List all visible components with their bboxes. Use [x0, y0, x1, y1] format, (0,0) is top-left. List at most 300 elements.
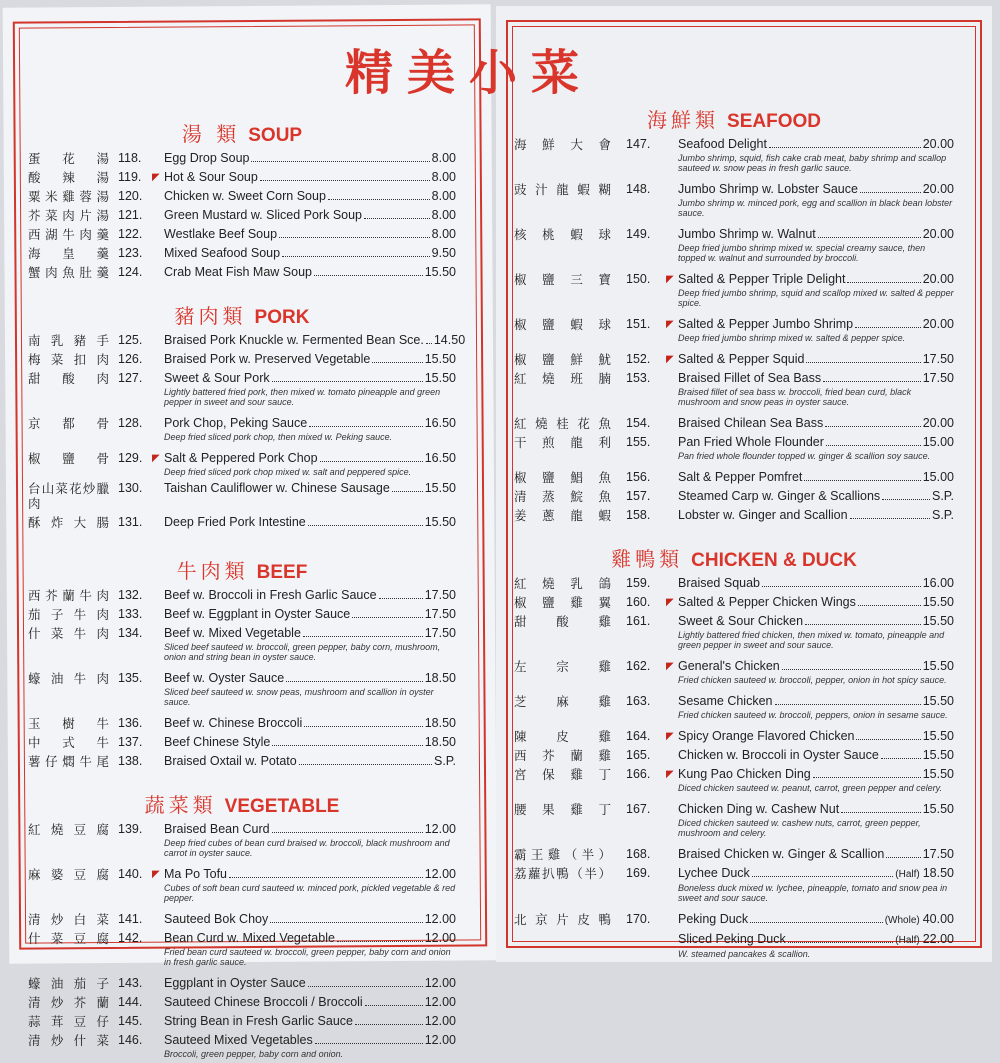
dish-line — [678, 912, 954, 928]
dish-number: 169. — [626, 866, 666, 881]
dish-chinese-name: 芝麻雞 — [514, 694, 626, 709]
dish-line — [678, 748, 954, 763]
dish-chinese-name: 芥菜肉片湯 — [28, 208, 118, 223]
dish-number: 126. — [118, 352, 152, 367]
menu-item — [514, 352, 954, 367]
dish-body — [164, 515, 456, 530]
section-soup — [28, 151, 456, 284]
dish-price: 15.50 — [923, 595, 954, 610]
dish-name: Braised Chicken w. Ginger & Scallion — [678, 847, 884, 862]
dish-body — [164, 333, 456, 348]
dish-price: 12.00 — [425, 912, 456, 927]
dot-leader — [286, 681, 423, 682]
dish-body — [164, 352, 456, 367]
dish-name: Sweet & Sour Pork — [164, 371, 270, 386]
dish-line — [164, 754, 456, 769]
menu-item — [28, 754, 456, 769]
dish-number: 137. — [118, 735, 152, 750]
dish-name: Jumbo Shrimp w. Walnut — [678, 227, 816, 242]
dish-chinese-name: 什菜豆腐 — [28, 931, 118, 946]
dish-description: Fried chicken sauteed w. broccoli, pepper, onion in hot spicy sauce. — [678, 675, 954, 685]
chili-pepper-icon: ◤ — [152, 451, 164, 466]
dot-leader — [304, 726, 422, 727]
dish-price: 12.00 — [425, 976, 456, 991]
dish-line — [164, 1033, 456, 1048]
dish-line — [164, 976, 456, 991]
dish-chinese-name: 椒鹽雞翼 — [514, 595, 626, 610]
dish-name: Braised Pork w. Preserved Vegetable — [164, 352, 370, 367]
dish-number: 150. — [626, 272, 666, 287]
dish-number: 168. — [626, 847, 666, 862]
section-beef — [28, 588, 456, 773]
dish-price: 12.00 — [425, 931, 456, 946]
dish-line — [164, 265, 456, 280]
menu-item — [28, 931, 456, 967]
dish-line — [678, 435, 954, 450]
dish-body — [678, 272, 954, 308]
dish-line — [164, 735, 456, 750]
dish-chinese-name: 蠔油茄子 — [28, 976, 118, 991]
dish-number: 158. — [626, 508, 666, 523]
dish-chinese-name: 麻婆豆腐 — [28, 867, 118, 882]
dish-body — [164, 371, 456, 407]
dish-name: Mixed Seafood Soup — [164, 246, 280, 261]
section-header-pork: 豬肉類 PORK — [28, 300, 456, 329]
dish-body — [678, 470, 954, 485]
menu-item — [28, 246, 456, 261]
dish-body — [678, 182, 954, 218]
dish-chinese-name: 紅燒班腩 — [514, 371, 626, 386]
menu-item — [514, 317, 954, 343]
dot-leader — [826, 445, 921, 446]
dish-body — [678, 694, 954, 720]
dish-chinese-name: 豉汁龍蝦糊 — [514, 182, 626, 197]
dish-number: 170. — [626, 912, 666, 927]
menu-item — [514, 182, 954, 218]
dish-chinese-name: 蛋花湯 — [28, 151, 118, 166]
dish-number: 149. — [626, 227, 666, 242]
dish-chinese-name: 京都骨 — [28, 416, 118, 431]
dish-price: 15.00 — [923, 470, 954, 485]
dish-line — [164, 912, 456, 927]
dish-chinese-name: 腰果雞丁 — [514, 802, 626, 817]
menu-item — [514, 272, 954, 308]
dish-name: Ma Po Tofu — [164, 867, 227, 882]
dish-price: 15.50 — [425, 371, 456, 386]
dish-number: 133. — [118, 607, 152, 622]
menu-item — [514, 748, 954, 763]
dish-price: 15.50 — [923, 767, 954, 782]
menu-item — [514, 802, 954, 838]
dish-name: Salted & Pepper Jumbo Shrimp — [678, 317, 853, 332]
dish-description: Deep fried jumbo shrimp, squid and scallop mixed w. salted & pepper spice. — [678, 288, 954, 308]
dot-leader — [315, 1043, 423, 1044]
dish-number: 148. — [626, 182, 666, 197]
dish-body — [678, 416, 954, 431]
dish-line — [164, 931, 456, 946]
dish-chinese-name: 紅燒豆腐 — [28, 822, 118, 837]
dish-price: 15.50 — [425, 481, 456, 496]
dish-body — [678, 866, 954, 903]
portion-size: (Half) — [895, 933, 919, 948]
dish-chinese-name: 粟米雞蓉湯 — [28, 189, 118, 204]
dot-leader — [813, 777, 921, 778]
dish-line — [164, 208, 456, 223]
menu-item — [514, 576, 954, 591]
dish-name: Lychee Duck — [678, 866, 750, 881]
dot-leader — [328, 199, 430, 200]
dish-chinese-name: 西芥蘭雞 — [514, 748, 626, 763]
dish-number: 129. — [118, 451, 152, 466]
dot-leader — [320, 461, 423, 462]
dish-line — [678, 729, 954, 744]
dish-description: Boneless duck mixed w. lychee, pineapple, tomato and snow pea in sweet and sour sauce. — [678, 883, 954, 903]
dish-body — [164, 208, 456, 223]
dot-leader — [309, 426, 423, 427]
dish-body — [164, 931, 456, 967]
dish-name: General's Chicken — [678, 659, 780, 674]
dish-number: 118. — [118, 151, 152, 166]
dot-leader — [352, 617, 423, 618]
dish-price: 20.00 — [923, 182, 954, 197]
dish-number: 147. — [626, 137, 666, 152]
dish-body — [164, 227, 456, 242]
dish-description: Deep fried cubes of bean curd braised w. broccoli, black mushroom and carrot in oyster sauce. — [164, 838, 456, 858]
dish-number: 164. — [626, 729, 666, 744]
dish-name: Egg Drop Soup — [164, 151, 249, 166]
dish-name: Sauteed Bok Choy — [164, 912, 268, 927]
dish-price: 12.00 — [425, 867, 456, 882]
dish-body — [164, 716, 456, 731]
dish-name: Lobster w. Ginger and Scallion — [678, 508, 848, 523]
dish-number: 143. — [118, 976, 152, 991]
menu-item — [28, 189, 456, 204]
dish-number: 161. — [626, 614, 666, 629]
dish-line — [164, 822, 456, 837]
dish-price: 15.00 — [923, 435, 954, 450]
dish-line — [678, 317, 954, 332]
dish-body — [164, 246, 456, 261]
dish-chinese-name: 清炒芥蘭 — [28, 995, 118, 1010]
dish-body — [678, 729, 954, 744]
dish-chinese-name: 北京片皮鴨 — [514, 912, 626, 927]
dish-price: S.P. — [434, 754, 456, 769]
dish-description: Lightly battered fried pork, then mixed w. tomato pineapple and green pepper in sweet and sour sauce. — [164, 387, 456, 407]
dish-body — [164, 170, 456, 185]
dish-chinese-name: 西芥蘭牛肉 — [28, 588, 118, 603]
dish-name: Pan Fried Whole Flounder — [678, 435, 824, 450]
dot-leader — [229, 877, 423, 878]
dish-body — [164, 735, 456, 750]
dish-name: Taishan Cauliflower w. Chinese Sausage — [164, 481, 390, 496]
dot-leader — [847, 282, 920, 283]
dot-leader — [270, 922, 422, 923]
dish-number: 121. — [118, 208, 152, 223]
dish-body — [678, 576, 954, 591]
dot-leader — [762, 586, 921, 587]
dish-price: 15.50 — [425, 265, 456, 280]
chili-pepper-icon: ◤ — [666, 767, 678, 782]
dish-line — [164, 995, 456, 1010]
dish-number: 144. — [118, 995, 152, 1010]
menu-item — [514, 508, 954, 523]
dish-chinese-name: 干煎龍利 — [514, 435, 626, 450]
dish-body — [678, 595, 954, 610]
dish-number: 124. — [118, 265, 152, 280]
dot-leader — [279, 237, 430, 238]
dish-number: 163. — [626, 694, 666, 709]
dish-price: 15.50 — [923, 694, 954, 709]
menu-item — [514, 659, 954, 685]
dish-description: Deep fried jumbo shrimp mixed w. salted & pepper spice. — [678, 333, 954, 343]
dot-leader — [355, 1024, 423, 1025]
dish-number: 141. — [118, 912, 152, 927]
chili-pepper-icon: ◤ — [666, 659, 678, 674]
menu-item — [514, 932, 954, 959]
menu-item — [28, 716, 456, 731]
dish-name: Sauteed Mixed Vegetables — [164, 1033, 313, 1048]
dish-number: 166. — [626, 767, 666, 782]
dish-line — [164, 151, 456, 166]
menu-item — [514, 489, 954, 504]
dish-line — [164, 352, 456, 367]
dish-price: 15.50 — [923, 729, 954, 744]
dot-leader — [372, 362, 422, 363]
dish-number: 138. — [118, 754, 152, 769]
dish-description: Lightly battered fried chicken, then mixed w. tomato, pineapple and green pepper in sweet and sour sauce. — [678, 630, 954, 650]
dish-price: 17.50 — [923, 371, 954, 386]
portion-size: (Whole) — [885, 913, 920, 928]
menu-item — [28, 151, 456, 166]
dish-chinese-name: 台山菜花炒臘肉 — [28, 481, 118, 511]
dish-number: 127. — [118, 371, 152, 386]
dish-number: 123. — [118, 246, 152, 261]
right-column — [514, 104, 954, 963]
chili-pepper-icon: ◤ — [666, 317, 678, 332]
dish-line — [678, 137, 954, 152]
dish-chinese-name: 左宗雞 — [514, 659, 626, 674]
chili-pepper-icon: ◤ — [666, 352, 678, 367]
dish-chinese-name: 甜酸肉 — [28, 371, 118, 386]
dot-leader — [850, 518, 930, 519]
menu-item — [514, 866, 954, 903]
dish-name: Hot & Sour Soup — [164, 170, 258, 185]
menu-item — [28, 416, 456, 442]
dish-number: 132. — [118, 588, 152, 603]
dot-leader — [392, 491, 423, 492]
dish-body — [164, 265, 456, 280]
dot-leader — [308, 525, 423, 526]
dish-price: 17.50 — [425, 588, 456, 603]
dish-name: Salt & Peppered Pork Chop — [164, 451, 318, 466]
dish-price: 18.50 — [425, 671, 456, 686]
dish-name: Beef w. Oyster Sauce — [164, 671, 284, 686]
dish-chinese-name: 中式牛 — [28, 735, 118, 750]
dish-price: 15.50 — [425, 515, 456, 530]
dish-chinese-name: 霸王雞（半） — [514, 847, 626, 862]
menu-item — [514, 371, 954, 407]
dish-line — [164, 246, 456, 261]
dish-chinese-name: 什菜牛肉 — [28, 626, 118, 641]
dish-body — [678, 748, 954, 763]
dish-chinese-name: 酥炸大腸 — [28, 515, 118, 530]
dish-line — [678, 227, 954, 242]
dish-body — [678, 847, 954, 862]
menu-item — [28, 333, 456, 348]
dish-price: 12.00 — [425, 1033, 456, 1048]
dish-number: 128. — [118, 416, 152, 431]
menu-item — [28, 208, 456, 223]
dish-name: Chicken w. Sweet Corn Soup — [164, 189, 326, 204]
dish-body — [164, 416, 456, 442]
dish-number: 152. — [626, 352, 666, 367]
dish-price: 12.00 — [425, 1014, 456, 1029]
dish-body — [164, 189, 456, 204]
dish-line — [164, 607, 456, 622]
dish-name: Deep Fried Pork Intestine — [164, 515, 306, 530]
dish-line — [678, 932, 954, 948]
dot-leader — [314, 275, 423, 276]
dish-name: Green Mustard w. Sliced Pork Soup — [164, 208, 362, 223]
dish-line — [164, 867, 456, 882]
dish-line — [678, 371, 954, 386]
dish-price: 8.00 — [432, 151, 456, 166]
dot-leader — [881, 758, 921, 759]
dish-chinese-name: 蠔油牛肉 — [28, 671, 118, 686]
dish-number: 167. — [626, 802, 666, 817]
dish-name: Pork Chop, Peking Sauce — [164, 416, 307, 431]
dish-body — [678, 227, 954, 263]
dish-chinese-name: 荔蘿扒鴨（半） — [514, 866, 626, 881]
dish-number: 119. — [118, 170, 152, 185]
dish-line — [164, 333, 456, 348]
dish-body — [164, 151, 456, 166]
dish-number: 145. — [118, 1014, 152, 1029]
dish-number: 151. — [626, 317, 666, 332]
dot-leader — [806, 362, 920, 363]
dish-description: Pan fried whole flounder topped w. ginger & scallion soy sauce. — [678, 451, 954, 461]
dot-leader — [752, 876, 893, 877]
dot-leader — [364, 218, 430, 219]
dish-name: Jumbo Shrimp w. Lobster Sauce — [678, 182, 858, 197]
dish-number: 122. — [118, 227, 152, 242]
dish-description: Deep fried sliced pork chop, then mixed w. Peking sauce. — [164, 432, 456, 442]
dish-price: 17.50 — [923, 352, 954, 367]
dish-price: 20.00 — [923, 137, 954, 152]
menu-item — [28, 352, 456, 367]
dot-leader — [282, 256, 430, 257]
dish-line — [678, 352, 954, 367]
dish-chinese-name: 椒鹽蝦球 — [514, 317, 626, 332]
dish-number: 146. — [118, 1033, 152, 1048]
dish-body — [164, 1014, 456, 1029]
dish-body — [164, 1033, 456, 1059]
dish-line — [164, 1014, 456, 1029]
dish-price: 8.00 — [432, 189, 456, 204]
menu-item — [514, 847, 954, 862]
dish-line — [678, 866, 954, 882]
dish-chinese-name: 椒鹽鯧魚 — [514, 470, 626, 485]
menu-item — [28, 735, 456, 750]
dish-line — [678, 416, 954, 431]
left-column — [28, 118, 456, 1063]
dot-leader — [886, 857, 920, 858]
dish-line — [164, 371, 456, 386]
dish-name: Braised Oxtail w. Potato — [164, 754, 297, 769]
dish-number: 165. — [626, 748, 666, 763]
dish-body — [678, 802, 954, 838]
dish-description: Fried bean curd sauteed w. broccoli, green pepper, baby corn and onion in fresh garlic sauce. — [164, 947, 456, 967]
dish-description: Deep fried jumbo shrimp mixed w. special creamy sauce, then topped w. walnut and surrounded by broccoli. — [678, 243, 954, 263]
dish-price: 15.50 — [425, 352, 456, 367]
dish-body — [678, 489, 954, 504]
dish-line — [678, 847, 954, 862]
dish-line — [164, 170, 456, 185]
dish-name: Beef w. Mixed Vegetable — [164, 626, 301, 641]
dish-number: 134. — [118, 626, 152, 641]
dish-line — [164, 588, 456, 603]
dish-name: Salted & Pepper Chicken Wings — [678, 595, 856, 610]
section-vegetable — [28, 822, 456, 1063]
menu-item — [28, 607, 456, 622]
section-chicken-duck — [514, 576, 954, 963]
dot-leader — [775, 704, 921, 705]
dish-line — [678, 576, 954, 591]
dish-body — [678, 352, 954, 367]
section-pork — [28, 333, 456, 539]
dot-leader — [769, 147, 921, 148]
dish-number: 162. — [626, 659, 666, 674]
dish-number: 120. — [118, 189, 152, 204]
dish-price: 8.00 — [432, 227, 456, 242]
section-header-chicken-duck: 雞鴨類 CHICKEN & DUCK — [514, 543, 954, 572]
dish-description: W. steamed pancakes & scallion. — [678, 949, 954, 959]
dish-name: Sweet & Sour Chicken — [678, 614, 803, 629]
menu-item — [28, 626, 456, 662]
dot-leader — [804, 480, 920, 481]
dish-line — [678, 489, 954, 504]
dish-price: S.P. — [932, 508, 954, 523]
menu-item — [28, 1014, 456, 1029]
dot-leader — [426, 343, 432, 344]
dot-leader — [856, 739, 920, 740]
dish-name: Seafood Delight — [678, 137, 767, 152]
section-header-seafood: 海鮮類 SEAFOOD — [514, 104, 954, 133]
dot-leader — [858, 605, 921, 606]
menu-item — [28, 588, 456, 603]
dish-body — [678, 912, 954, 928]
dot-leader — [788, 942, 894, 943]
dish-body — [164, 995, 456, 1010]
section-header-soup: 湯 類 SOUP — [28, 118, 456, 147]
dish-body — [164, 867, 456, 903]
dish-description: Broccoli, green pepper, baby corn and onion. — [164, 1049, 456, 1059]
dish-chinese-name: 椒鹽骨 — [28, 451, 118, 466]
menu-item — [28, 867, 456, 903]
dish-name: Eggplant in Oyster Sauce — [164, 976, 306, 991]
dish-line — [678, 614, 954, 629]
dish-line — [164, 716, 456, 731]
dish-description: Cubes of soft bean curd sauteed w. minced pork, pickled vegetable & red pepper. — [164, 883, 456, 903]
dish-name: Westlake Beef Soup — [164, 227, 277, 242]
dish-line — [164, 626, 456, 641]
dish-line — [164, 416, 456, 431]
dot-leader — [272, 832, 423, 833]
menu-item — [28, 1033, 456, 1059]
dish-price: 12.00 — [425, 995, 456, 1010]
dot-leader — [825, 426, 920, 427]
menu-item — [514, 595, 954, 610]
